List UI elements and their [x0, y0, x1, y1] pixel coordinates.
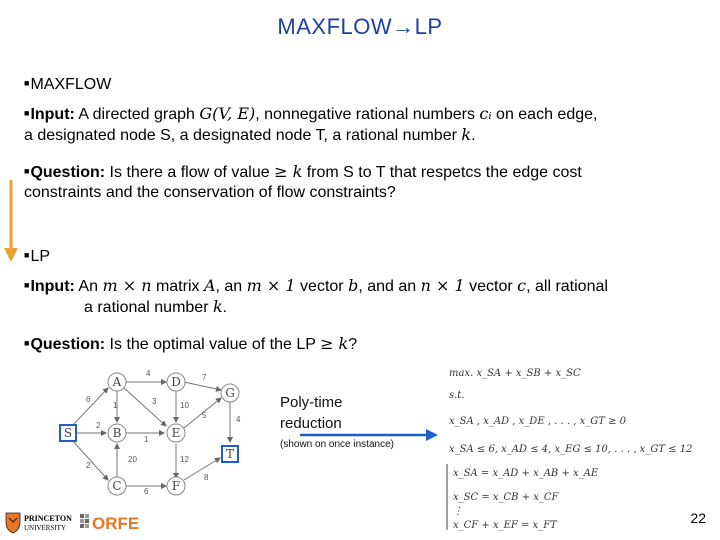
matrix-A-math: A [203, 276, 216, 295]
maxflow-question-line2 [24, 182, 396, 204]
node-label-c: C [112, 479, 122, 493]
shield-icon [6, 513, 20, 533]
ci-math: cᵢ [479, 104, 492, 123]
maxflow-input-label: Input: [30, 106, 75, 123]
lp-input-label: Input: [30, 278, 75, 295]
graph-math: G(V, E) [199, 104, 256, 123]
text-span: Is there a flow of value [105, 164, 275, 181]
slide-title: MAXFLOW→LP [277, 14, 443, 39]
lp-formulation-line: x_SA , x_AD , x_DE , . . . , x_GT ≥ 0 [449, 416, 626, 427]
mxn-math: m × n [102, 276, 152, 295]
maxflow-input-line2 [24, 124, 476, 147]
lp-input-line1 [24, 274, 608, 298]
lp-formulation-line: x_SC = x_CB + x_CF [453, 492, 559, 503]
logo-princeton-line2: UNIVERSITY [24, 524, 66, 532]
nx1-math: n × 1 [420, 276, 465, 295]
edge-capacity-label: 2 [96, 421, 101, 430]
edge-capacity-label: 1 [113, 401, 118, 410]
text-span: ? [348, 336, 358, 353]
edge-capacity-label: 8 [204, 473, 209, 482]
text-span: . [222, 299, 228, 316]
text-span: matrix [151, 278, 204, 295]
text-span: on each edge, [491, 106, 598, 123]
edge-capacity-label: 6 [144, 487, 149, 496]
reduction-note: (shown on once instance) [280, 439, 394, 450]
down-arrow-icon [0, 0, 40, 280]
text-span: from S to T that respetcs the edge cost [302, 164, 582, 181]
node-label-s: S [63, 426, 73, 440]
maxflow-question-label: Question: [30, 164, 106, 181]
page-number: 22 [690, 510, 706, 526]
edge-capacity-label: 4 [236, 415, 241, 424]
orfe-logo [80, 511, 150, 533]
bullet-square-icon: ■ [24, 280, 30, 290]
vector-c-math: c [517, 276, 527, 295]
text-span: , nonnegative rational numbers [255, 106, 480, 123]
lp-formulation-line: s.t. [449, 390, 465, 401]
maxflow-input-line1 [24, 102, 597, 126]
lp-question-line [24, 332, 357, 356]
lp-heading: LP [30, 248, 51, 265]
text-span: a designated node S, a designated node T, a rational number [24, 127, 462, 144]
node-label-f: F [171, 479, 181, 493]
bullet-square-icon: ■ [24, 338, 30, 348]
lp-input-line2 [84, 296, 227, 319]
lp-formulation-line: x_SA ≤ 6, x_AD ≤ 4, x_EG ≤ 10, . . . , x_GT ≤ 12 [449, 444, 693, 455]
node-label-t: T [225, 447, 235, 461]
reduction-line1: Poly-time [280, 394, 343, 411]
text-span: . [471, 127, 476, 144]
reduction-line2: reduction [280, 415, 342, 432]
princeton-logo [4, 510, 76, 534]
logo-princeton-line1: PRINCETON [24, 514, 72, 523]
edge-capacity-label: 5 [202, 411, 207, 420]
text-span: Is the optimal value of the LP [105, 336, 321, 353]
bullet-square-icon: ■ [24, 108, 30, 118]
text-span: a rational number [84, 299, 213, 316]
text-span: , an [215, 278, 247, 295]
flow-network-graph [56, 362, 276, 502]
text-span: A directed graph [78, 106, 200, 123]
edge-capacity-label: 6 [86, 395, 91, 404]
bullet-square-icon: ■ [24, 250, 30, 260]
maxflow-question-line1 [24, 160, 582, 184]
node-label-e: E [171, 426, 181, 440]
vector-b-math: b [348, 276, 359, 295]
maxflow-heading: MAXFLOW [30, 76, 112, 93]
text-span: constraints and the conservation of flow constraints? [24, 184, 396, 201]
edge-capacity-label: 1 [144, 435, 149, 444]
geq-k-math: ≥ k [320, 334, 349, 353]
node-label-g: G [225, 386, 235, 400]
lp-formulation-line: x_SA = x_AD + x_AB + x_AE [453, 468, 599, 479]
node-label-b: B [112, 426, 122, 440]
mx1-math: m × 1 [246, 276, 296, 295]
text-span: , and an [358, 278, 421, 295]
edge-capacity-label: 7 [202, 373, 207, 382]
lp-formulation-line: max. x_SA + x_SB + x_SC [449, 368, 581, 379]
k-math: k [212, 297, 223, 316]
edge-capacity-label: 12 [180, 455, 189, 464]
node-label-a: A [112, 375, 122, 389]
lp-heading-line [24, 244, 50, 268]
lp-formulation-line: x_CF + x_EF = x_FT [453, 520, 557, 531]
edge-capacity-label: 10 [180, 401, 189, 410]
lp-formulation-image [443, 362, 713, 532]
lp-formulation-line: ⋮ [453, 506, 463, 517]
bullet-square-icon: ■ [24, 166, 30, 176]
text-span: vector [295, 278, 349, 295]
edge-capacity-label: 2 [86, 461, 91, 470]
k-math: k [461, 125, 472, 144]
edge-capacity-label: 3 [152, 397, 157, 406]
geq-k-math: ≥ k [274, 162, 303, 181]
graph-edges [72, 382, 230, 486]
text-span: vector [464, 278, 518, 295]
edge-capacity-label: 4 [146, 369, 151, 378]
node-label-d: D [171, 375, 181, 389]
text-span: An [74, 278, 103, 295]
graph-nodes [60, 373, 239, 495]
orfe-logo-text: ORFE [92, 514, 140, 533]
text-span: , all rational [526, 278, 608, 295]
edge-capacity-label: 20 [128, 455, 137, 464]
bullet-square-icon: ■ [24, 78, 30, 88]
lp-question-label: Question: [30, 336, 106, 353]
right-arrow-icon [300, 426, 440, 446]
